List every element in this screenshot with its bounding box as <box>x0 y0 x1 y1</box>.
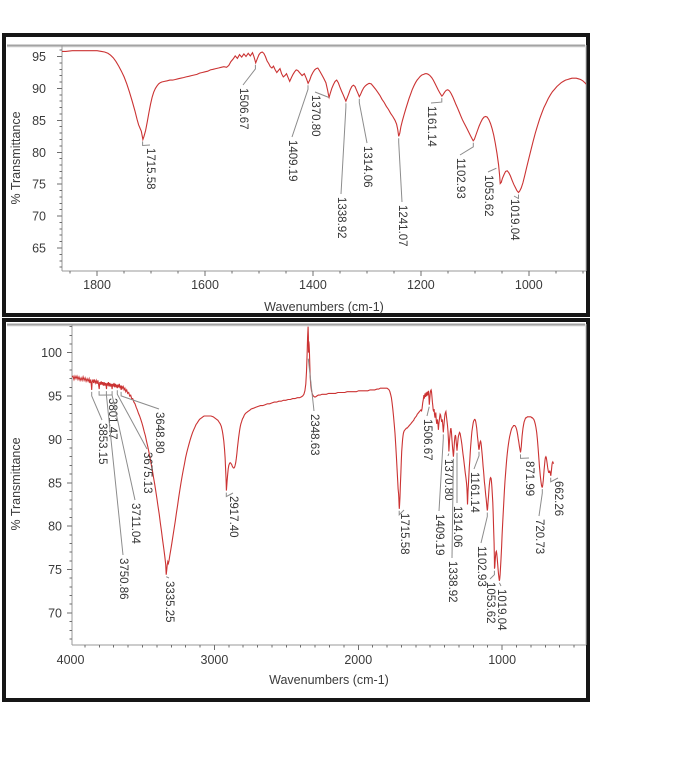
peak-label: 2348.63 <box>308 414 320 456</box>
x-tick-label: 4000 <box>56 653 85 667</box>
y-axis-title-upper: % Transmittance <box>9 111 23 205</box>
peak-label: 1338.92 <box>335 197 347 239</box>
peak-label: 3711.04 <box>129 503 141 544</box>
y-tick-label: 100 <box>41 346 62 361</box>
peak-label: 1102.93 <box>475 546 487 587</box>
x-tick-label: 1800 <box>83 278 111 292</box>
peak-label: 1715.58 <box>144 148 156 190</box>
x-tick-label: 1000 <box>514 278 543 292</box>
peak-label: 1102.93 <box>454 158 466 199</box>
y-axis-title-lower: % Transmittance <box>9 437 23 531</box>
peak-label: 1314.06 <box>451 506 463 548</box>
peak-label: 662.26 <box>552 481 564 517</box>
peak-label: 3675.13 <box>141 452 153 494</box>
spectrum-panel-upper <box>0 5 696 315</box>
peak-label: 1506.67 <box>237 88 249 130</box>
peak-label: 3801.47 <box>106 398 118 440</box>
peak-label: 1161.14 <box>468 472 480 513</box>
x-axis-title-lower: Wavenumbers (cm-1) <box>269 673 389 687</box>
peak-label: 1370.80 <box>309 95 321 137</box>
peak-label: 3853.15 <box>96 423 108 465</box>
x-tick-label: 1200 <box>406 278 435 292</box>
x-tick-label: 2000 <box>344 653 373 667</box>
peak-label: 3750.86 <box>117 558 129 600</box>
peak-label: 3648.80 <box>153 412 165 454</box>
peak-label: 1506.67 <box>421 419 433 461</box>
y-tick-label: 85 <box>48 476 62 491</box>
panel-border <box>4 320 588 700</box>
y-tick-label: 70 <box>32 209 46 224</box>
x-tick-label: 1600 <box>191 278 219 292</box>
peak-label: 1715.58 <box>398 513 410 555</box>
spectrum-panel-lower <box>4 320 588 700</box>
y-tick-label: 80 <box>32 145 46 160</box>
peak-label: 1370.80 <box>442 459 454 501</box>
peak-label: 720.73 <box>533 519 545 555</box>
y-tick-label: 80 <box>48 519 62 534</box>
peak-label: 3335.25 <box>163 581 175 623</box>
y-tick-label: 90 <box>32 81 46 96</box>
x-tick-label: 1000 <box>488 653 517 667</box>
peak-label: 1338.92 <box>446 561 458 603</box>
peak-label: 871.99 <box>523 461 535 497</box>
peak-label: 1053.62 <box>484 582 496 624</box>
x-tick-label: 1400 <box>299 278 327 292</box>
charts-root <box>0 5 696 700</box>
y-tick-label: 65 <box>32 241 46 256</box>
y-tick-label: 70 <box>48 606 62 621</box>
y-tick-label: 75 <box>48 563 62 578</box>
peak-label: 1019.04 <box>508 199 520 241</box>
y-tick-label: 95 <box>48 389 62 404</box>
peak-label: 1053.62 <box>482 175 494 217</box>
y-tick-label: 85 <box>32 113 46 128</box>
y-tick-label: 95 <box>32 49 46 64</box>
peak-label: 1409.19 <box>433 514 445 556</box>
y-tick-label: 75 <box>32 177 46 192</box>
peak-label: 2917.40 <box>227 496 239 538</box>
x-tick-label: 3000 <box>200 653 229 667</box>
peak-label: 1161.14 <box>425 106 437 147</box>
peak-label: 1241.07 <box>396 205 408 247</box>
x-axis-title-upper: Wavenumbers (cm-1) <box>264 300 384 314</box>
peak-label: 1019.04 <box>495 589 507 631</box>
peak-label: 1409.19 <box>286 140 298 182</box>
peak-label: 1314.06 <box>361 146 373 188</box>
y-tick-label: 90 <box>48 432 62 447</box>
